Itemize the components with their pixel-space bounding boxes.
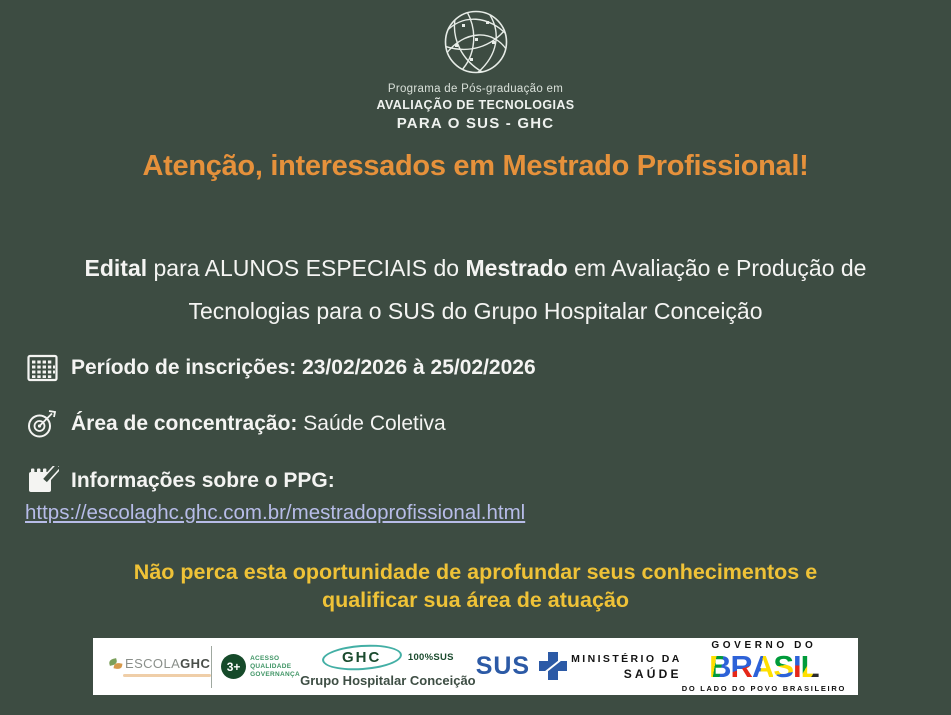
ghc-logo (300, 645, 476, 688)
escola-ghc-logo (109, 656, 211, 677)
brasil-letter: B (709, 649, 731, 684)
escola-brand-prefix: ESCOLA (125, 656, 181, 671)
info-list (27, 354, 536, 522)
intro-text-2: em Avaliação e Produção de Tecnologias para o SUS do Grupo Hospitalar Conceição (188, 255, 867, 324)
acesso-line-1: ACESSO (250, 654, 280, 662)
cta-text: Não perca esta oportunidade de aprofundar seus conhecimentos e qualificar sua área de atuação (133, 560, 818, 612)
acesso-line-3: GOVERNANÇA (250, 670, 301, 678)
globe-network-icon (442, 8, 510, 76)
intro-text-1: para ALUNOS ESPECIAIS do (147, 255, 466, 281)
ministerio-line-2: SAÚDE (623, 666, 682, 681)
area-value: Saúde Coletiva (297, 412, 446, 435)
governo-top: GOVERNO DO (711, 640, 817, 651)
brasil-letter: A (751, 649, 774, 684)
governo-do-brasil-logo (682, 640, 850, 693)
program-logo-line1: Programa de Pós-graduação em (387, 83, 564, 95)
escola-brand-suffix: GHC (180, 656, 211, 671)
brasil-wordmark (682, 649, 846, 684)
escola-tagline-rule (123, 674, 211, 677)
list-item-period (27, 354, 536, 382)
ghc-subtitle: Grupo Hospitalar Conceição (300, 673, 476, 688)
brasil-letter: I (793, 649, 801, 684)
sus-cross-icon (535, 651, 571, 682)
intro-bold-mestrado: Mestrado (465, 255, 568, 281)
program-logo (0, 8, 951, 132)
ppg-link[interactable]: https://escolaghc.ghc.com.br/mestradoprofissional.html (25, 501, 526, 524)
period-text (71, 356, 536, 380)
acesso-badge: 3+ (221, 654, 246, 679)
intro-bold-edital: Edital (84, 255, 148, 281)
area-label: Área de concentração: (71, 412, 298, 435)
ghc-oval (321, 642, 403, 673)
list-item-info (27, 466, 536, 495)
info-label: Informações sobre o PPG: (71, 468, 335, 492)
ghc-brand: GHC (342, 649, 382, 666)
program-logo-line3: PARA O SUS - GHC (396, 115, 555, 132)
brasil-letter: L (800, 649, 819, 684)
brasil-letter: R (730, 649, 752, 684)
intro-paragraph (42, 247, 909, 333)
list-item-area (27, 409, 536, 439)
memo-icon (27, 466, 63, 495)
brasil-letter: S (773, 649, 794, 684)
acesso-line-2: QUALIDADE (250, 662, 292, 670)
info-text (71, 469, 335, 493)
partner-logos-banner (93, 638, 858, 695)
period-label: Período de inscrições: 23/02/2026 à 25/02/2026 (71, 356, 536, 379)
sus-brand: SUS (475, 652, 531, 680)
ghc-100-sus: 100%SUS (407, 652, 454, 663)
governo-bottom: DO LADO DO POVO BRASILEIRO (681, 684, 846, 693)
ministerio-saude-logo (571, 653, 682, 681)
ministerio-line-1: MINISTÉRIO DA (571, 652, 682, 665)
calendar-icon (27, 354, 63, 382)
area-text (71, 412, 446, 436)
program-logo-line2: AVALIAÇÃO DE TECNOLOGIAS (376, 98, 575, 112)
target-icon (27, 409, 63, 439)
escola-brand (125, 656, 210, 671)
headline: Atenção, interessados em Mestrado Profissional! (142, 150, 809, 182)
acesso-qualidade-governanca-logo (211, 646, 300, 688)
sus-logo (476, 651, 571, 682)
escola-leaf-icon (109, 659, 123, 671)
